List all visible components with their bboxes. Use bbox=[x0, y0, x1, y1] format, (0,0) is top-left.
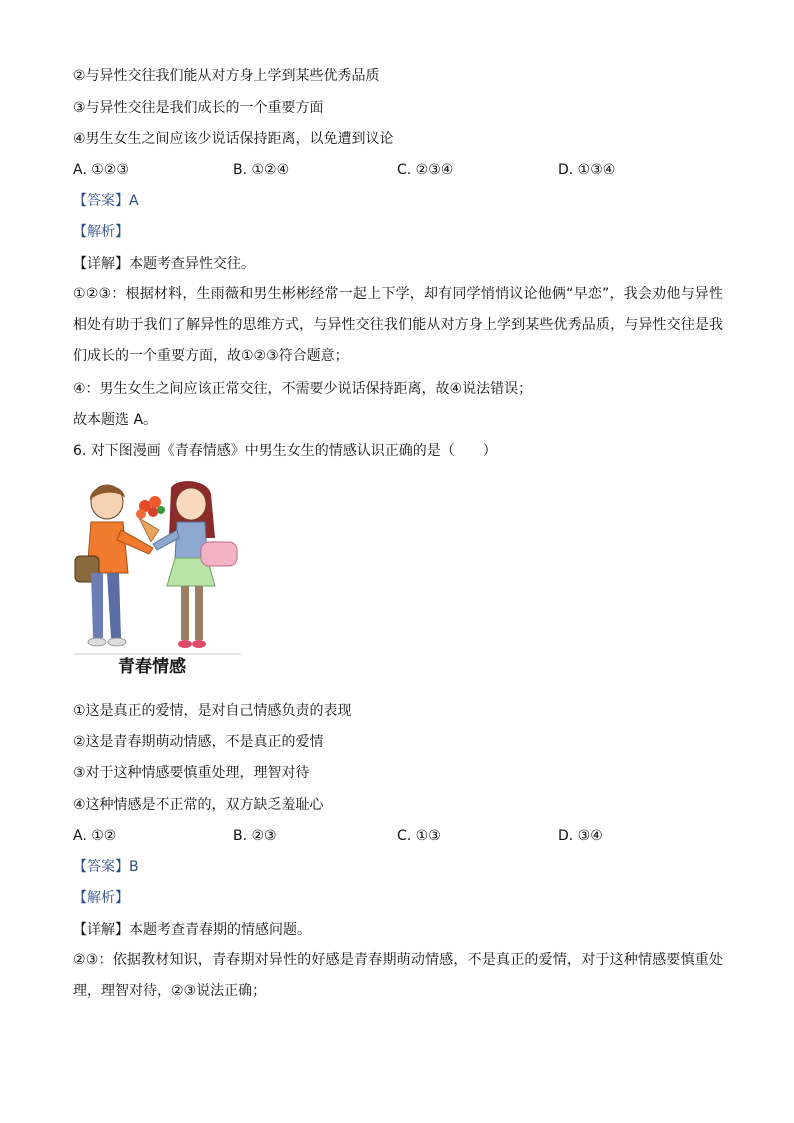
q6-statement-2: ②这是青春期萌动情感，不是真正的爱情 bbox=[73, 734, 324, 750]
q6-option-b: B. ②③ bbox=[233, 828, 277, 844]
q6-statement-3: ③对于这种情感要慎重处理，理智对待 bbox=[73, 765, 310, 781]
q5-conclusion: 故本题选 A。 bbox=[73, 412, 158, 428]
q6-question: 6. 对下图漫画《青春情感》中男生女生的情感认识正确的是（ ） bbox=[73, 443, 497, 459]
q6-option-a: A. ①② bbox=[73, 828, 117, 844]
q5-option-b: B. ①②④ bbox=[233, 162, 290, 178]
q5-option-a: A. ①②③ bbox=[73, 162, 129, 178]
q5-option-d: D. ①③④ bbox=[558, 162, 616, 178]
q5-answer: 【答案】A bbox=[73, 193, 139, 209]
q6-statement-1: ①这是真正的爱情，是对自己情感负责的表现 bbox=[73, 703, 352, 719]
q5-analysis-label: 【解析】 bbox=[73, 224, 129, 240]
comic-illustration bbox=[73, 478, 243, 678]
q6-answer: 【答案】B bbox=[73, 859, 139, 875]
q5-explanation-1: ①②③：根据材料，生雨薇和男生彬彬经常一起上下学，却有同学悄悄议论他俩“早恋”，我会劝他与异性相处有助于我们了解异性的思维方式，与异性交往我们能从对方身上学到某些优秀品质，与异性交往是我们成长的一个重要方面，故①②③符合题意； bbox=[73, 286, 723, 364]
q5-explanation-2: ④：男生女生之间应该正常交往，不需要少说话保持距离，故④说法错误； bbox=[73, 381, 533, 397]
q5-statement-4: ④男生女生之间应该少说话保持距离，以免遭到议论 bbox=[73, 131, 394, 147]
q5-statement-2: ②与异性交往我们能从对方身上学到某些优秀品质 bbox=[73, 68, 380, 84]
flower-bouquet bbox=[136, 496, 165, 542]
q6-option-c: C. ①③ bbox=[397, 828, 441, 844]
q6-explanation: ②③：依据教材知识，青春期对异性的好感是青春期萌动情感，不是真正的爱情，对于这种情感要慎重处理，理智对待，②③说法正确； bbox=[73, 952, 723, 999]
q6-option-d: D. ③④ bbox=[558, 828, 603, 844]
q6-detail: 【详解】本题考查青春期的情感问题。 bbox=[73, 922, 311, 938]
girl-figure bbox=[153, 481, 237, 648]
q5-statement-3: ③与异性交往是我们成长的一个重要方面 bbox=[73, 100, 324, 116]
comic-caption: 青春情感 bbox=[118, 657, 186, 677]
q6-analysis-label: 【解析】 bbox=[73, 890, 129, 906]
q5-detail: 【详解】本题考查异性交往。 bbox=[73, 256, 255, 272]
comic-image bbox=[73, 478, 243, 678]
q6-statement-4: ④这种情感是不正常的，双方缺乏羞耻心 bbox=[73, 797, 324, 813]
q5-option-c: C. ②③④ bbox=[397, 162, 454, 178]
